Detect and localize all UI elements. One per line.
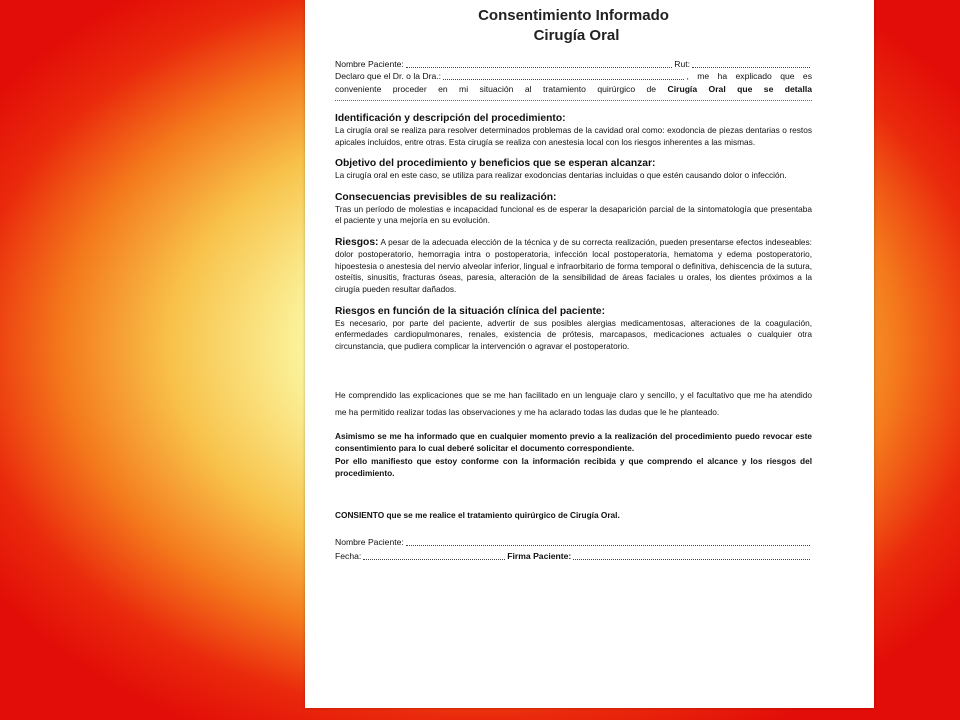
section-heading: Consecuencias previsibles de su realización: [335, 191, 557, 203]
clinical-heading: Riesgos en función de la situación clínica del paciente: [335, 306, 606, 318]
footer-signature-field [573, 551, 810, 560]
revocation-statement: Asimismo se me ha informado que en cualquier momento previo a la realización del procedimiento puedo revocar este consentimiento para lo cual deberé solicitar el documento correspondiente. [335, 431, 812, 453]
footer-date-field [363, 551, 505, 560]
section-heading: Objetivo del procedimiento y beneficios que se esperan alcanzar: [335, 158, 656, 170]
title-line-1: Consentimiento Informado [478, 7, 669, 24]
section-clinical-risks [335, 306, 812, 352]
patient-rut-line [335, 59, 812, 70]
declaration-mid: , me ha explicado que es [686, 71, 812, 81]
risks-text: A pesar de la adecuada elección de la técnica y de su correcta realización, pueden presentarse efectos indeseables: dolor postoperatorio, hemorragia intra o postoperatoria, infección local postoperatoria, hematoma y edema postoperatorio, hipoestesia o anestesia del nervio alveolar inferior, lingual e infraorbitario de forma temporal o definitiva, dehiscencia de la sutura, osteítis, sinusitis, fracturas óseas, paresia, alteración de la sensibilidad de áreas faciales u orales, los dientes próximos a la cirugía pueden resultar dañados. [335, 237, 812, 294]
doctor-name-field [443, 71, 684, 80]
declaration-bold: Cirugía Oral que se detalla [667, 84, 813, 94]
declaration-dotted-line [335, 95, 812, 101]
rut-field [692, 59, 810, 68]
section-heading: Identificación y descripción del procedimiento: [335, 113, 566, 125]
footer-patient-line [335, 537, 812, 548]
title-line-2: Cirugía Oral [533, 27, 620, 44]
declaration-continued [335, 84, 812, 95]
consent-statement: CONSIENTO que se me realice el tratamiento quirúrgico de Cirugía Oral. [335, 509, 620, 520]
section-consequences [335, 192, 812, 227]
section-text: Tras un período de molestias e incapacidad funcional es de esperar la desaparición parcial de la sintomatología que presentaba el paciente y una mejoría en su evolución. [335, 203, 812, 226]
footer-date-signature-line [335, 551, 812, 562]
footer-signature-label: Firma Paciente: [507, 551, 572, 562]
footer-patient-field [406, 537, 810, 546]
patient-name-label: Nombre Paciente: [335, 59, 404, 69]
declaration-lead: Declaro que el Dr. o la Dra.: [335, 71, 442, 81]
understood-statement: He comprendido las explicaciones que se me han facilitado en un lenguaje claro y sencillo, y el facultativo que me ha atendido me ha permitido realizar todas las observaciones y me ha aclarado todas las dudas que le he planteado. [335, 390, 812, 418]
section-risks [335, 237, 812, 295]
patient-name-field [406, 59, 672, 68]
risks-heading: Riesgos: [335, 237, 379, 249]
section-text: La cirugía oral en este caso, se utiliza para realizar exodoncias dentarias incluidas o que estén causando dolor o infección. [335, 170, 787, 181]
section-objective [335, 158, 812, 181]
consent-document [305, 0, 874, 708]
conformity-statement: Por ello manifiesto que estoy conforme con la información recibida y que comprendo el alcance y los riesgos del procedimiento. [335, 456, 812, 478]
declaration-line [335, 71, 812, 82]
section-text: La cirugía oral se realiza para resolver determinados problemas de la cavidad oral como: exodoncia de piezas dentarias o restos apicales incluidos, entre otras. Esta cirugía se realiza con anestesia local con los riesgos inherentes a las mismas. [335, 125, 812, 147]
clinical-text: Es necesario, por parte del paciente, advertir de sus posibles alergias medicamentosas, alteraciones de la coagulación, enfermedades cardiopulmonares, renales, existencia de prótesis, marcapasos, medicaciones actuales o cualquier otra circunstancia, que pudiera complicar la intervención o agravar el postoperatorio. [335, 318, 812, 351]
rut-label: Rut: [674, 59, 690, 69]
document-title [335, 0, 812, 46]
footer-patient-label: Nombre Paciente: [335, 537, 404, 548]
declaration-line-2: conveniente proceder en mi situación al tratamiento quirúrgico de [335, 84, 657, 94]
section-identification [335, 113, 812, 148]
footer-date-label: Fecha: [335, 551, 362, 562]
